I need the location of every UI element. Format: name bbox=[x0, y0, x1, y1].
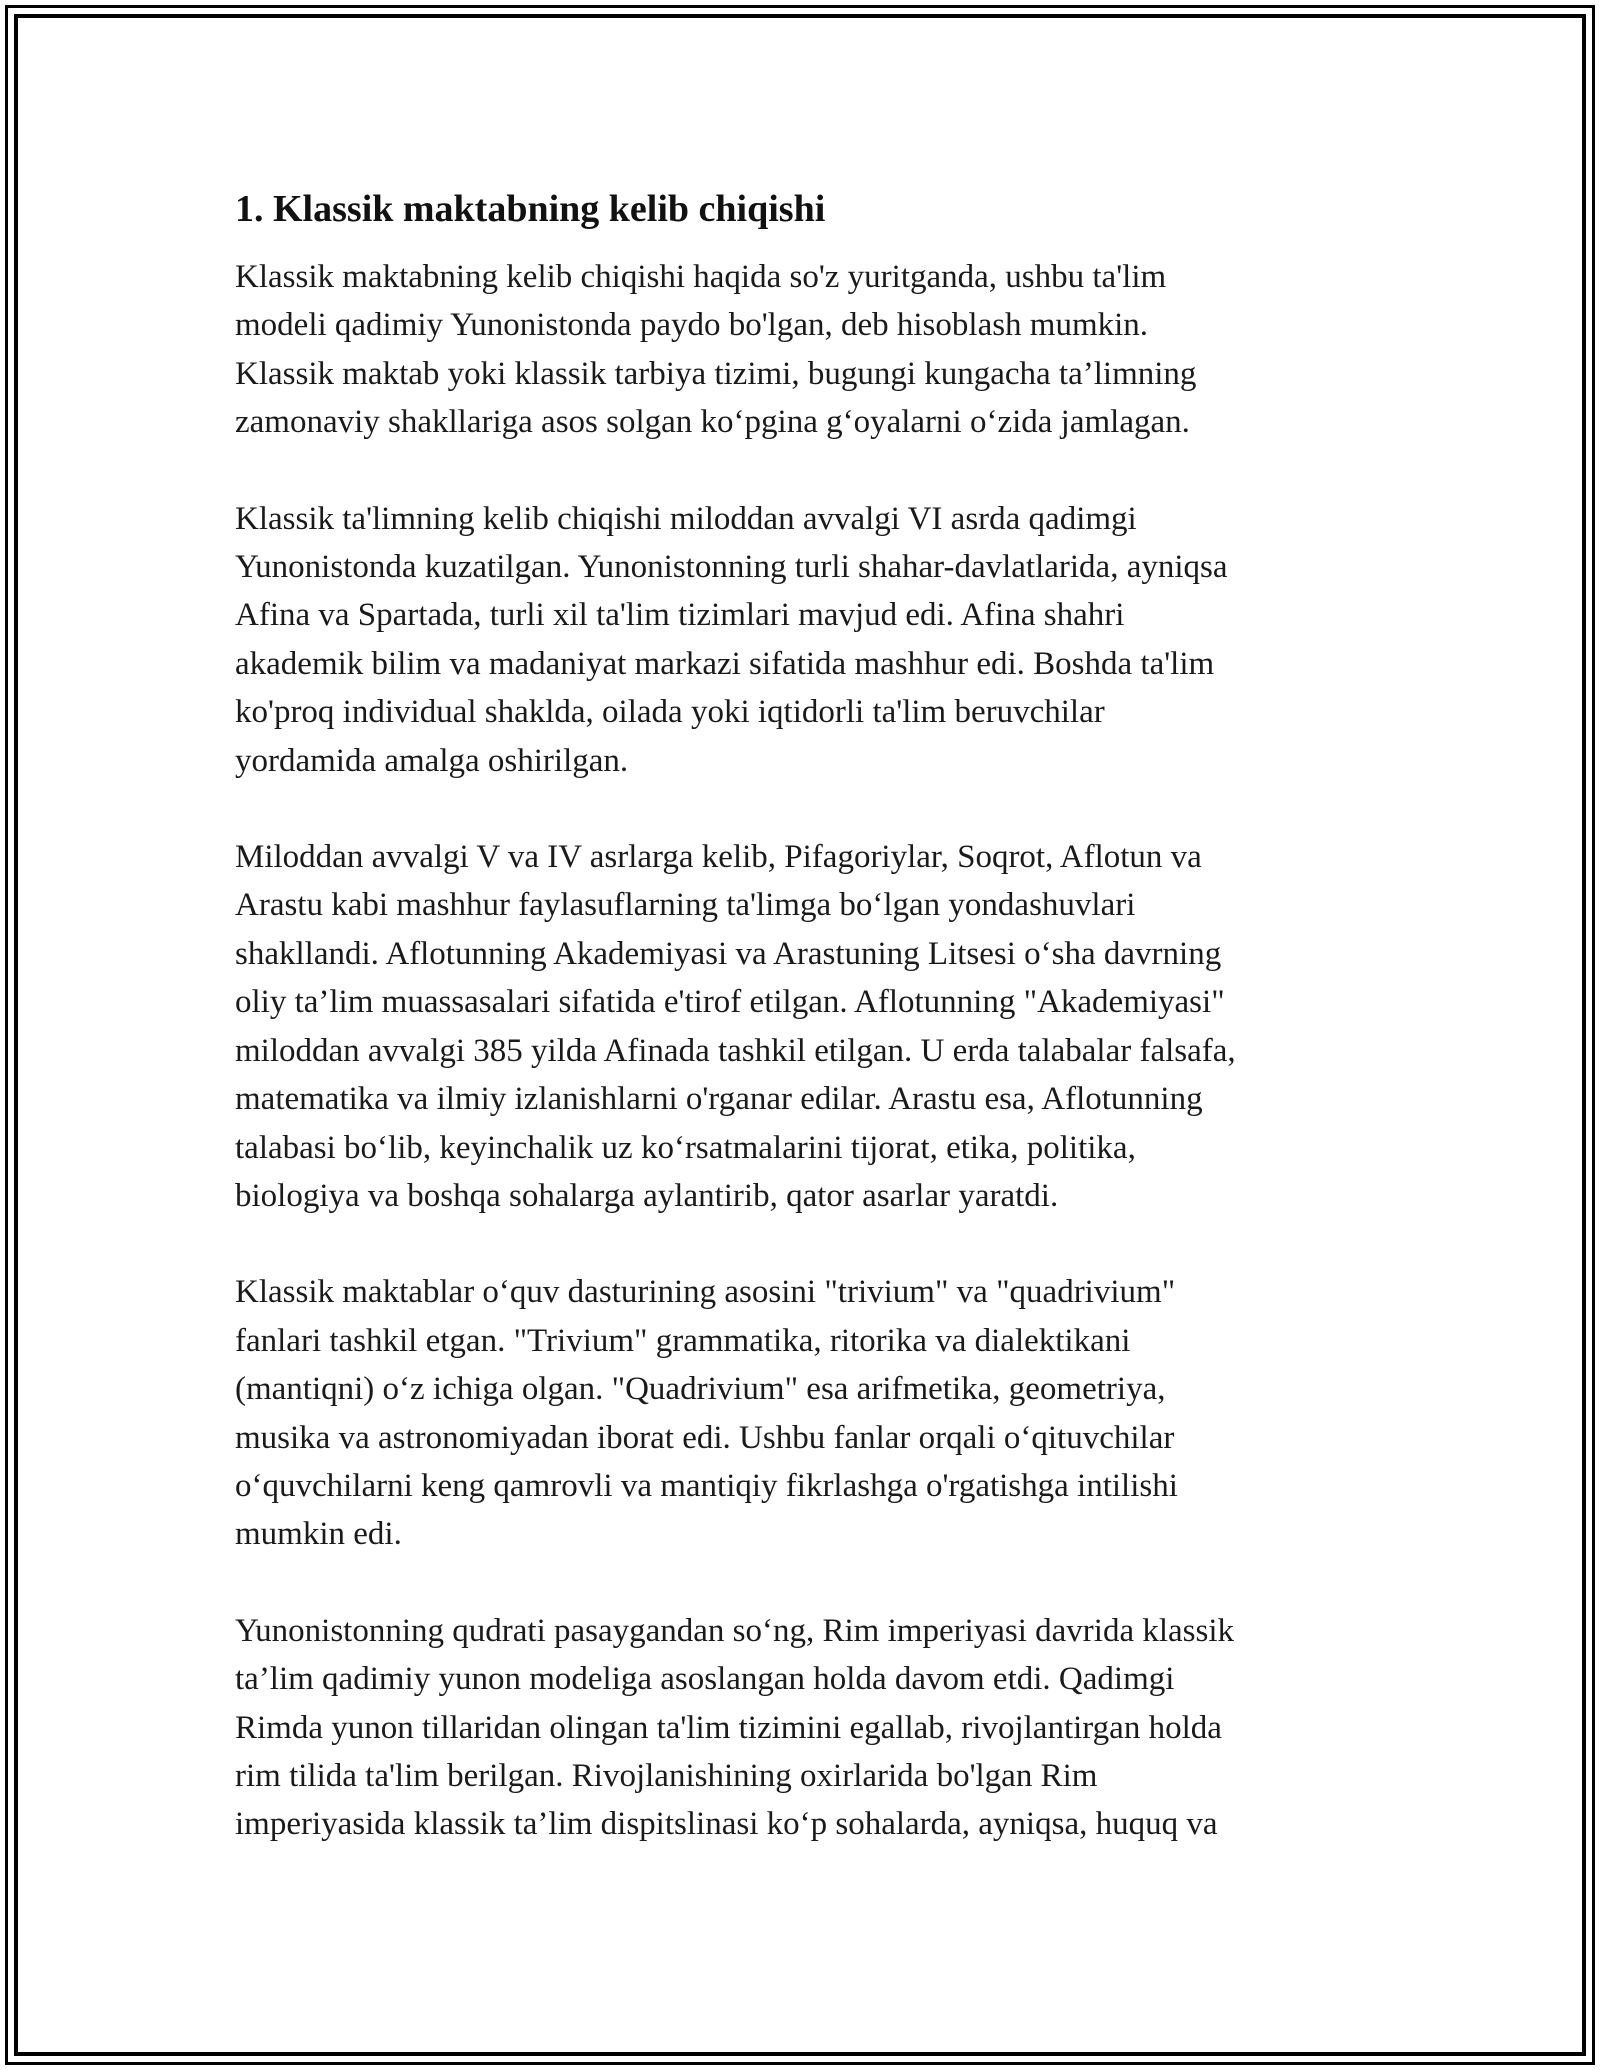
text-line: rim tilida ta'lim berilgan. Rivojlanishining oxirlarida bo'lgan Rim bbox=[235, 1757, 1098, 1794]
text-line: Afina va Spartada, turli xil ta'lim tizimlari mavjud edi. Afina shahri bbox=[235, 597, 1125, 634]
document-body bbox=[235, 185, 1375, 1897]
text-line: Klassik maktab yoki klassik tarbiya tizimi, bugungi kungacha ta’limning bbox=[235, 355, 1197, 392]
text-line: Miloddan avvalgi V va IV asrlarga kelib, Pifagoriylar, Soqrot, Aflotun va bbox=[235, 839, 1202, 876]
paragraph-3 bbox=[235, 833, 1375, 1220]
text-line: shakllandi. Aflotunning Akademiyasi va Arastuning Litsesi oʻsha davrning bbox=[235, 935, 1222, 972]
text-line: ta’lim qadimiy yunon modeliga asoslangan holda davom etdi. Qadimgi bbox=[235, 1661, 1175, 1698]
text-line: Klassik maktablar oʻquv dasturining asosini "trivium" va "quadrivium" bbox=[235, 1274, 1176, 1311]
paragraph-1 bbox=[235, 253, 1375, 447]
text-line: Rimda yunon tillaridan olingan ta'lim tizimini egallab, rivojlantirgan holda bbox=[235, 1709, 1222, 1746]
text-line: yordamida amalga oshirilgan. bbox=[235, 742, 629, 779]
text-line: talabasi boʻlib, keyinchalik uz koʻrsatmalarini tijorat, etika, politika, bbox=[235, 1129, 1136, 1166]
paragraph-4 bbox=[235, 1268, 1375, 1558]
section-heading: 1. Klassik maktabning kelib chiqishi bbox=[235, 188, 826, 230]
text-line: mumkin edi. bbox=[235, 1516, 402, 1553]
text-line: Arastu kabi mashhur faylasuflarning ta'limga boʻlgan yondashuvlari bbox=[235, 887, 1136, 924]
text-line: oliy ta’lim muassasalari sifatida e'tirof etilgan. Aflotunning "Akademiyasi" bbox=[235, 984, 1225, 1021]
text-line: matematika va ilmiy izlanishlarni o'rganar edilar. Arastu esa, Aflotunning bbox=[235, 1081, 1203, 1118]
text-line: imperiyasida klassik ta’lim dispitslinasi koʻp sohalarda, ayniqsa, huquq va bbox=[235, 1806, 1218, 1843]
text-line: biologiya va boshqa sohalarga aylantirib, qator asarlar yaratdi. bbox=[235, 1177, 1059, 1214]
text-line: fanlari tashkil etgan. "Trivium" grammatika, ritorika va dialektikani bbox=[235, 1322, 1131, 1359]
text-line: miloddan avvalgi 385 yilda Afinada tashkil etilgan. U erda talabalar falsafa, bbox=[235, 1032, 1236, 1069]
text-line: musika va astronomiyadan iborat edi. Ushbu fanlar orqali oʻqituvchilar bbox=[235, 1419, 1175, 1456]
text-line: Klassik maktabning kelib chiqishi haqida so'z yuritganda, ushbu ta'lim bbox=[235, 259, 1167, 295]
text-line: akademik bilim va madaniyat markazi sifatida mashhur edi. Boshda ta'lim bbox=[235, 645, 1215, 682]
paragraph-5 bbox=[235, 1607, 1375, 1849]
text-line: Yunonistonda kuzatilgan. Yunonistonning turli shahar-davlatlarida, ayniqsa bbox=[235, 549, 1228, 586]
text-line: oʻquvchilarni keng qamrovli va mantiqiy fikrlashga o'rgatishga intilishi bbox=[235, 1467, 1178, 1504]
text-line: (mantiqni) oʻz ichiga olgan. "Quadrivium" esa arifmetika, geometriya, bbox=[235, 1371, 1166, 1408]
text-line: ko'proq individual shaklda, oilada yoki iqtidorli ta'lim beruvchilar bbox=[235, 694, 1105, 731]
text-line: Klassik ta'limning kelib chiqishi miloddan avvalgi VI asrda qadimgi bbox=[235, 500, 1137, 537]
text-line: zamonaviy shakllariga asos solgan koʻpgina gʻoyalarni oʻzida jamlagan. bbox=[235, 404, 1190, 441]
paragraph-2 bbox=[235, 495, 1375, 785]
text-line: Yunonistonning qudrati pasaygandan soʻng, Rim imperiyasi davrida klassik bbox=[235, 1612, 1235, 1649]
text-line: modeli qadimiy Yunonistonda paydo bo'lgan, deb hisoblash mumkin. bbox=[235, 307, 1149, 344]
